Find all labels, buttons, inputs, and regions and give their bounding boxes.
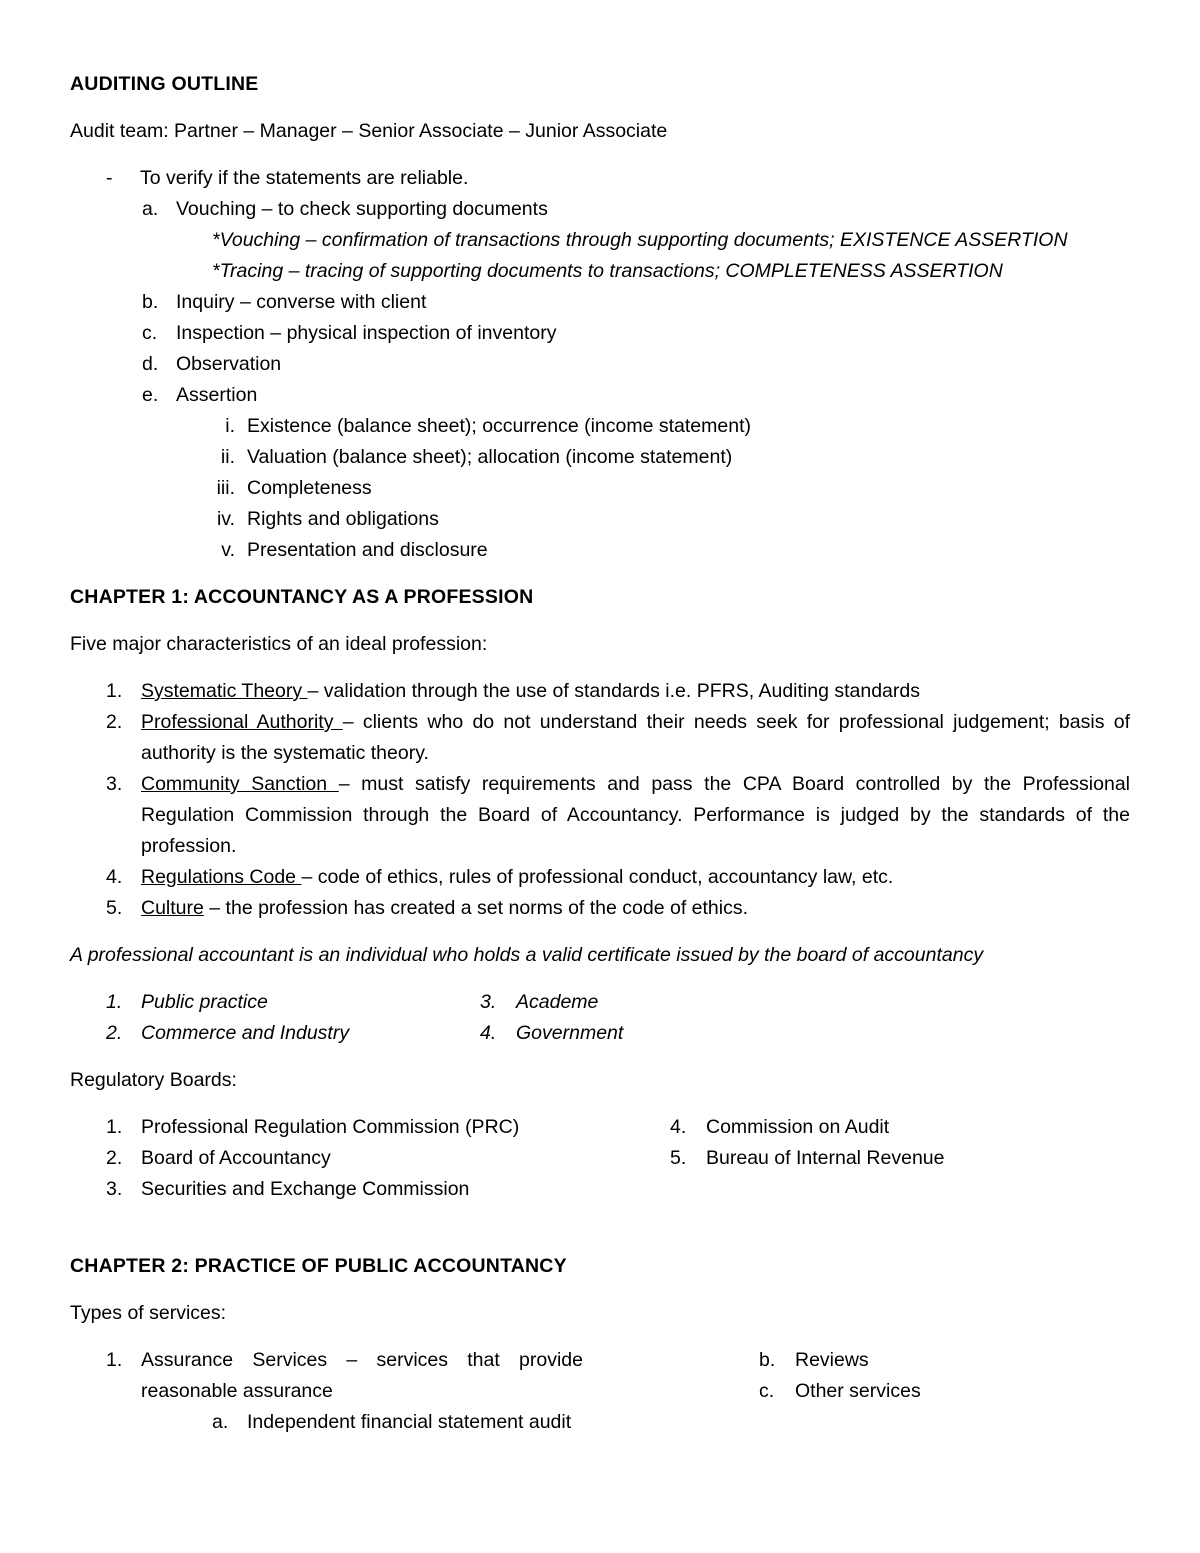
audit-team-line: Audit team: Partner – Manager – Senior Associate – Junior Associate [70,120,668,142]
practice-marker: 3. [480,991,497,1013]
assertion-item [70,535,1130,566]
roman-marker: i. [225,415,235,437]
practice-item [70,987,480,1018]
roman-marker: iii. [216,477,235,499]
procedure-text: Inspection – physical inspection of inventory [176,322,557,344]
board-item [670,1143,945,1174]
chapter2-intro: Types of services: [70,1302,227,1324]
board-text: Securities and Exchange Commission [141,1178,470,1200]
service-subitem [759,1376,921,1407]
board-marker: 4. [670,1116,687,1138]
characteristic-item [70,707,1130,769]
practice-text: Academe [516,991,599,1013]
characteristic-text: – the profession has created a set norms of the code of ethics. [203,897,749,919]
characteristic-item [70,676,1130,707]
board-item [70,1174,670,1205]
assertion-text: Valuation (balance sheet); allocation (income statement) [247,446,733,468]
board-item [70,1143,670,1174]
characteristic-marker: 2. [106,711,123,733]
characteristic-marker: 4. [106,866,123,888]
practice-marker: 2. [106,1022,123,1044]
characteristic-term: Community Sanction [141,773,339,795]
board-text: Board of Accountancy [141,1147,331,1169]
service-sub-marker: c. [759,1380,775,1402]
roman-marker: iv. [216,508,235,530]
procedure-marker: d. [142,353,159,375]
practice-text: Public practice [141,991,268,1013]
characteristic-term: Professional Authority [141,711,343,733]
board-text: Bureau of Internal Revenue [706,1147,945,1169]
service-subitem [70,1407,583,1438]
procedure-marker: b. [142,291,159,313]
practice-item [480,1018,623,1049]
practice-text: Commerce and Industry [141,1022,350,1044]
characteristic-item [70,862,1130,893]
procedure-item [70,287,1130,318]
procedure-text: Assertion [176,384,258,406]
board-item [670,1112,945,1143]
assertion-text: Rights and obligations [247,508,439,530]
characteristic-text: – validation through the use of standards i.e. PFRS, Auditing standards [307,680,920,702]
regulatory-boards [70,1112,1130,1205]
board-text: Professional Regulation Commission (PRC) [141,1116,520,1138]
characteristic-marker: 5. [106,897,123,919]
board-marker: 1. [106,1116,123,1138]
characteristic-item [70,893,1130,924]
service-text: Assurance Services – services that provide reasonable assurance [141,1349,583,1402]
procedure-text: Vouching – to check supporting documents [176,198,548,220]
practice-item [480,987,623,1018]
assertion-item [70,504,1130,535]
assertion-text: Completeness [247,477,372,499]
characteristic-term: Regulations Code [141,866,302,888]
assertion-item [70,442,1130,473]
procedure-item [70,349,1130,380]
procedure-item [70,380,1130,411]
practice-marker: 1. [106,991,123,1013]
service-sub-marker: a. [212,1411,229,1433]
tracing-note: *Tracing – tracing of supporting documents to transactions; COMPLETENESS ASSERTION [212,260,1003,282]
assertion-item [70,411,1130,442]
practice-item [70,1018,480,1049]
procedure-item [70,318,1130,349]
procedure-item [70,194,1130,225]
service-marker: 1. [106,1349,123,1371]
characteristic-item [70,769,1130,862]
outline-title: AUDITING OUTLINE [70,73,259,95]
characteristic-text: – clients who do not understand their needs seek for professional judgement; basis of authority is the systematic theory. [141,711,1130,764]
assertion-item [70,473,1130,504]
boards-col-right [670,1112,945,1205]
regulatory-boards-intro: Regulatory Boards: [70,1069,237,1091]
dash-bullet: - [106,167,113,189]
characteristic-marker: 3. [106,773,123,795]
characteristic-term: Systematic Theory [141,680,308,702]
practice-marker: 4. [480,1022,497,1044]
procedure-text: Observation [176,353,282,375]
vouching-note: *Vouching – confirmation of transactions through supporting documents; EXISTENCE ASSERTION [212,229,1068,251]
characteristic-marker: 1. [106,680,123,702]
boards-col-left [70,1112,670,1205]
services-col-right [583,1345,921,1438]
assertion-text: Existence (balance sheet); occurrence (income statement) [247,415,751,437]
service-sub-text: Independent financial statement audit [247,1411,572,1433]
chapter1-title: CHAPTER 1: ACCOUNTANCY AS A PROFESSION [70,586,534,608]
service-item [70,1345,583,1407]
practice-areas [70,987,1130,1049]
verify-text: To verify if the statements are reliable. [140,167,469,189]
procedure-text: Inquiry – converse with client [176,291,427,313]
board-text: Commission on Audit [706,1116,890,1138]
service-sub-marker: b. [759,1349,776,1371]
services-col-left [70,1345,583,1438]
assertion-text: Presentation and disclosure [247,539,488,561]
practice-text: Government [516,1022,624,1044]
roman-marker: ii. [220,446,235,468]
chapter2-title: CHAPTER 2: PRACTICE OF PUBLIC ACCOUNTANCY [70,1255,567,1277]
roman-marker: v. [221,539,235,561]
practice-col-right [480,987,623,1049]
verify-bullet-item [70,163,1130,194]
characteristic-text: – code of ethics, rules of professional conduct, accountancy law, etc. [301,866,894,888]
board-marker: 2. [106,1147,123,1169]
procedure-marker: e. [142,384,159,406]
board-marker: 5. [670,1147,687,1169]
chapter1-intro: Five major characteristics of an ideal profession: [70,633,488,655]
procedure-marker: a. [142,198,159,220]
board-marker: 3. [106,1178,123,1200]
characteristic-text: – must satisfy requirements and pass the CPA Board controlled by the Professional Regulation Commission through the Board of Accountancy. Performance is judged by the standards of the profession. [141,773,1130,857]
service-sub-text: Reviews [795,1349,869,1371]
board-item [70,1112,670,1143]
practice-col-left [70,987,480,1049]
service-subitem [759,1345,921,1376]
characteristic-term: Culture [141,897,204,919]
service-sub-text: Other services [795,1380,921,1402]
professional-accountant-definition: A professional accountant is an individual who holds a valid certificate issued by the board of accountancy [70,944,984,966]
services-list [70,1345,1130,1438]
procedure-marker: c. [142,322,158,344]
